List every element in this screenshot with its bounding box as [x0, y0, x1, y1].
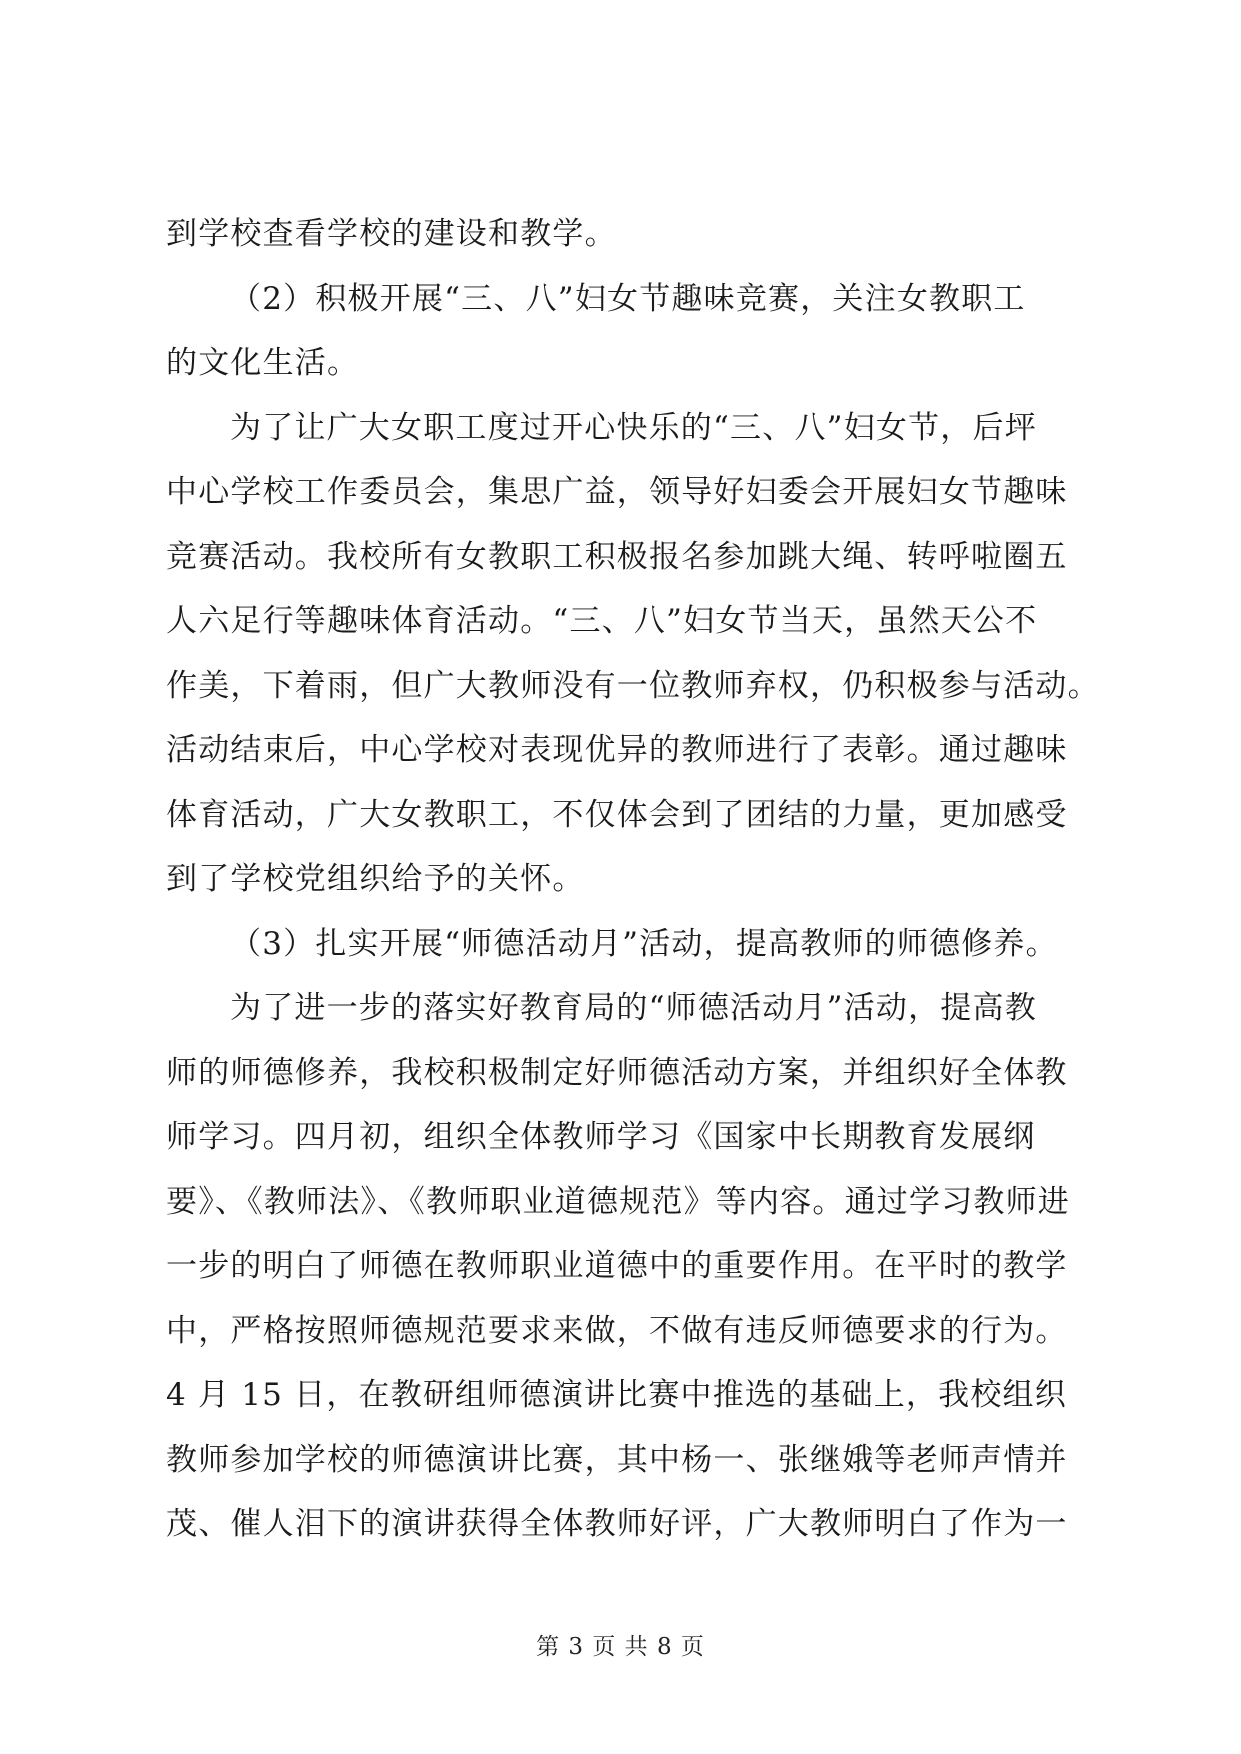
- paragraph-start: 为了进一步的落实好教育局的“师德活动月”活动，提高教: [230, 990, 1037, 1026]
- text-line: 体育活动，广大女教职工，不仅体会到了团结的力量，更加感受: [166, 796, 1068, 833]
- text-line: 作美，下着雨，但广大教师没有一位教师弃权，仍积极参与活动。: [166, 667, 1100, 704]
- text-line: 师学习。四月初，组织全体教师学习《国家中长期教育发展纲: [166, 1119, 1036, 1155]
- text-line: 竞赛活动。我校所有女教职工积极报名参加跳大绳、转呼啦圈五: [166, 538, 1068, 575]
- text-line: 要》、《教师法》、《教师职业道德规范》等内容。通过学习教师进: [166, 1183, 1070, 1220]
- section-heading-2: （2）积极开展“三、八”妇女节趣味竞赛，关注女教职工: [230, 280, 1026, 317]
- text-line: 4 月 15 日，在教研组师德演讲比赛中推选的基础上，我校组织: [166, 1377, 1067, 1413]
- section-heading-3: （3）扎实开展“师德活动月”活动，提高教师的师德修养。: [230, 925, 1058, 962]
- body-text: [166, 202, 1100, 1557]
- text-line: 到学校查看学校的建设和教学。: [166, 216, 617, 252]
- text-line: 的文化生活。: [166, 345, 360, 381]
- page-number-footer: 第 3 页 共 8 页: [536, 1634, 705, 1660]
- text-line: 师的师德修养，我校积极制定好师德活动方案，并组织好全体教: [166, 1054, 1068, 1091]
- text-line: 到了学校党组织给予的关怀。: [166, 861, 585, 897]
- text-line: 教师参加学校的师德演讲比赛，其中杨一、张继娥等老师声情并: [166, 1441, 1068, 1478]
- text-line: 一步的明白了师德在教师职业道德中的重要作用。在平时的教学: [166, 1248, 1068, 1284]
- text-line: 中，严格按照师德规范要求来做，不做有违反师德要求的行为。: [166, 1312, 1068, 1349]
- text-line: 茂、催人泪下的演讲获得全体教师好评，广大教师明白了作为一: [166, 1506, 1068, 1542]
- text-line: 活动结束后，中心学校对表现优异的教师进行了表彰。通过趣味: [166, 732, 1068, 768]
- text-line: 人六足行等趣味体育活动。“三、八”妇女节当天，虽然天公不: [166, 603, 1038, 639]
- paragraph-start: 为了让广大女职工度过开心快乐的“三、八”妇女节，后坪: [230, 409, 1037, 446]
- text-line: 中心学校工作委员会，集思广益，领导好妇委会开展妇女节趣味: [166, 474, 1068, 510]
